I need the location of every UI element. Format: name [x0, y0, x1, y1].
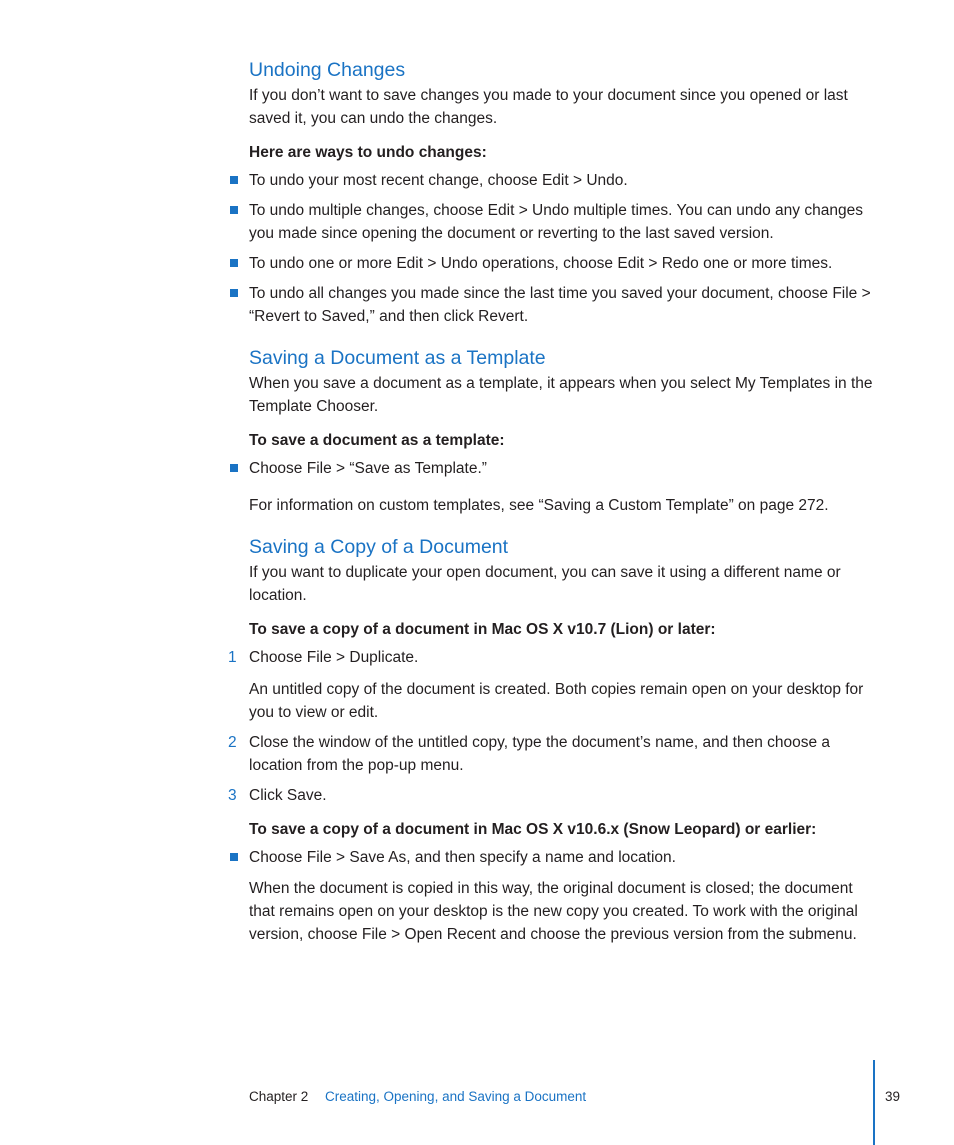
copy-step-3: Click Save. — [249, 787, 327, 804]
undo-bullet-4: To undo all changes you made since the last time you saved your document, choose File > “Revert to Saved,” and then click Revert. — [249, 285, 871, 325]
undo-bullet-3: To undo one or more Edit > Undo operations, choose Edit > Redo one or more times. — [249, 255, 833, 272]
copy-closing-paragraph: When the document is copied in this way, the original document is closed; the document that remains open on your desktop is the new copy you created. To work with the original version, choose File > Open Recent and choose the previous version from the submenu. — [249, 880, 858, 943]
copy-lead-lion: To save a copy of a document in Mac OS X v10.7 (Lion) or later: — [249, 621, 716, 638]
footer-chapter-title: Creating, Opening, and Saving a Document — [325, 1089, 587, 1104]
bullet-marker — [230, 259, 238, 267]
undo-lead: Here are ways to undo changes: — [249, 144, 487, 161]
section-heading-undoing-changes: Undoing Changes — [249, 59, 406, 81]
copy-step-1-note: An untitled copy of the document is created. Both copies remain open on your desktop for you to view or edit. — [249, 681, 864, 721]
bullet-marker — [230, 464, 238, 472]
copy-step-2: Close the window of the untitled copy, type the document’s name, and then choose a location from the pop-up menu. — [249, 734, 831, 774]
undo-bullet-1: To undo your most recent change, choose Edit > Undo. — [249, 172, 628, 189]
bullet-marker — [230, 206, 238, 214]
copy-step-1: Choose File > Duplicate. — [249, 649, 419, 666]
template-note-paragraph: For information on custom templates, see “Saving a Custom Template” on page 272. — [249, 497, 829, 514]
bullet-marker — [230, 289, 238, 297]
step-number: 1 — [228, 649, 237, 666]
step-number: 3 — [228, 787, 237, 804]
section-heading-saving-copy: Saving a Copy of a Document — [249, 536, 509, 558]
copy-bullet-1: Choose File > Save As, and then specify a name and location. — [249, 849, 676, 866]
template-bullet-1: Choose File > “Save as Template.” — [249, 460, 487, 477]
footer-chapter-label: Chapter 2 — [249, 1089, 309, 1104]
page-number: 39 — [885, 1089, 901, 1104]
copy-lead-snow-leopard: To save a copy of a document in Mac OS X v10.6.x (Snow Leopard) or earlier: — [249, 821, 817, 838]
step-number: 2 — [228, 734, 237, 751]
copy-intro-paragraph: If you want to duplicate your open document, you can save it using a different name or location. — [249, 564, 841, 604]
bullet-marker — [230, 853, 238, 861]
undo-bullet-2: To undo multiple changes, choose Edit > Undo multiple times. You can undo any changes you made since opening the document or reverting to the last saved version. — [249, 202, 863, 242]
undo-intro-paragraph: If you don’t want to save changes you made to your document since you opened or last saved it, you can undo the changes. — [249, 87, 848, 127]
section-heading-saving-template: Saving a Document as a Template — [249, 347, 546, 369]
template-intro-paragraph: When you save a document as a template, it appears when you select My Templates in the Template Chooser. — [249, 375, 873, 415]
bullet-marker — [230, 176, 238, 184]
footer-divider — [873, 1060, 875, 1145]
template-lead: To save a document as a template: — [249, 432, 505, 449]
